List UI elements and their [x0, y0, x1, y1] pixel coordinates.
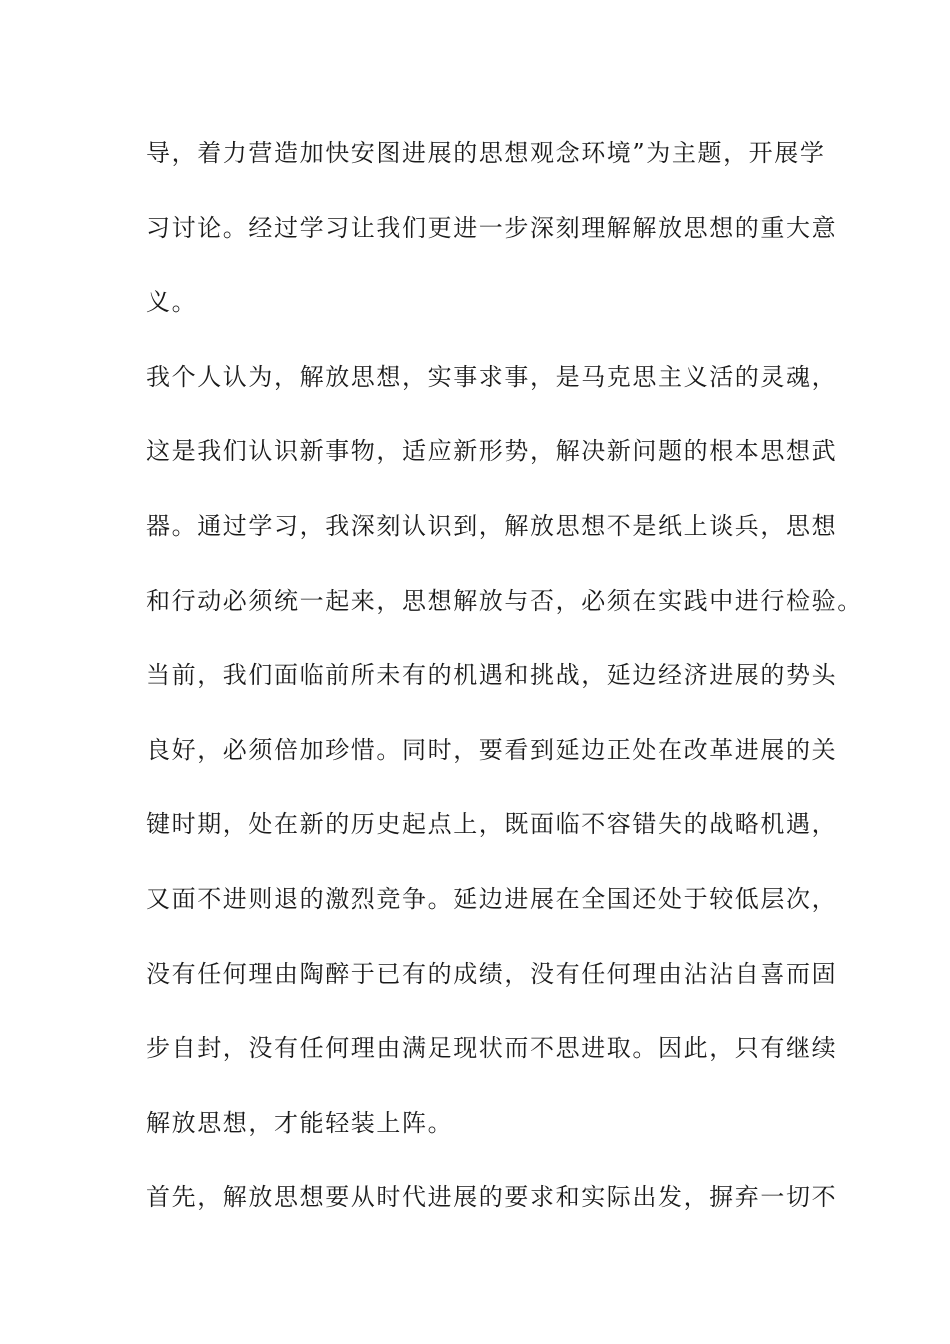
text-line: 没有任何理由陶醉于已有的成绩，没有任何理由沾沾自喜而固 [146, 959, 838, 988]
text-line: 器。通过学习，我深刻认识到，解放思想不是纸上谈兵，思想 [146, 511, 838, 540]
text-line: 和行动必须统一起来，思想解放与否，必须在实践中进行检验。 [146, 586, 863, 615]
text-line: 我个人认为，解放思想，实事求事，是马克思主义活的灵魂， [146, 362, 838, 391]
text-line: 习讨论。经过学习让我们更进一步深刻理解解放思想的重大意 [146, 213, 838, 242]
text-line: 键时期，处在新的历史起点上，既面临不容错失的战略机遇， [146, 810, 838, 839]
text-line: 当前，我们面临前所未有的机遇和挑战，延边经济进展的势头 [146, 661, 838, 690]
text-line: 导，着力营造加快安图进展的思想观念环境”为主题，开展学 [146, 139, 826, 167]
text-line: 首先，解放思想要从时代进展的要求和实际出发，摒弃一切不 [146, 1183, 838, 1212]
text-line: 又面不进则退的激烈竞争。延边进展在全国还处于较低层次， [146, 884, 838, 913]
text-line: 这是我们认识新事物，适应新形势，解决新问题的根本思想武 [146, 437, 838, 466]
text-line: 义。 [146, 288, 198, 317]
text-line: 步自封，没有任何理由满足现状而不思进取。因此，只有继续 [146, 1034, 838, 1063]
text-line: 良好，必须倍加珍惜。同时，要看到延边正处在改革进展的关 [146, 735, 838, 764]
text-line: 解放思想，才能轻装上阵。 [146, 1108, 454, 1137]
body-text [146, 131, 863, 1250]
